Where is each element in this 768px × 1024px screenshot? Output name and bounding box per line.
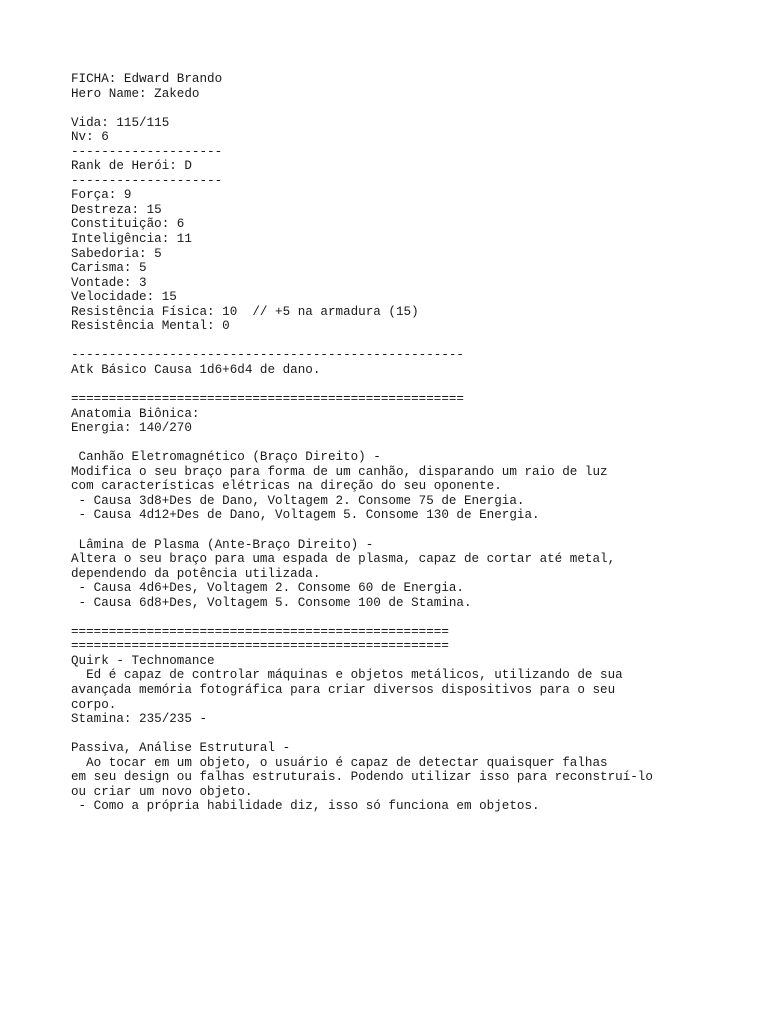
text-line: Stamina: 235/235 - [71,712,208,727]
text-line: FICHA: Edward Brando [71,72,223,86]
text-line: Destreza: 15 [71,202,162,217]
text-line: ================================================== [71,624,449,639]
text-line: Ao tocar em um objeto, o usuário é capaz de detectar quaisquer falhas [71,755,608,770]
text-line [71,523,761,538]
text-line: dependendo da potência utilizada. [71,566,321,581]
text-line: Força: 9 [71,188,132,203]
text-line: Sabedoria: 5 [71,246,162,261]
text-line: Velocidade: 15 [71,290,177,305]
text-line: -------------------- [71,144,223,159]
text-line: Ed é capaz de controlar máquinas e objetos metálicos, utilizando de sua [71,668,623,683]
text-line [71,610,761,625]
text-line: Carisma: 5 [71,261,147,276]
text-line: Modifica o seu braço para forma de um canhão, disparando um raio de luz [71,464,608,479]
text-line: Altera o seu braço para uma espada de plasma, capaz de cortar até metal, [71,552,616,567]
text-line: com características elétricas na direção do seu oponente. [71,479,502,494]
text-line: ou criar um novo objeto. [71,784,253,799]
text-line: - Causa 4d12+Des de Dano, Voltagem 5. Consome 130 de Energia. [71,508,540,523]
text-line: em seu design ou falhas estruturais. Podendo utilizar isso para reconstruí-lo [71,770,653,785]
text-line [71,101,761,116]
text-line: Nv: 6 [71,130,109,145]
text-line: - Como a própria habilidade diz, isso só funciona em objetos. [71,799,540,814]
text-line: ================================================== [71,639,449,654]
character-sheet-text [71,72,761,814]
text-line: Resistência Mental: 0 [71,319,230,334]
text-line: Anatomia Biônica: [71,406,200,421]
text-line: corpo. [71,697,117,712]
text-line: Passiva, Análise Estrutural - [71,741,291,756]
text-line: Atk Básico Causa 1d6+6d4 de dano. [71,362,321,377]
text-line: Inteligência: 11 [71,232,192,247]
text-line: Constituição: 6 [71,217,185,232]
text-line: - Causa 4d6+Des, Voltagem 2. Consome 60 de Energia. [71,581,464,596]
text-line [71,334,761,349]
text-line: Hero Name: Zakedo [71,86,200,101]
text-line: Canhão Eletromagnético (Braço Direito) - [71,450,381,465]
text-line: - Causa 6d8+Des, Voltagem 5. Consome 100 de Stamina. [71,595,472,610]
text-line [71,377,761,392]
text-line: Vontade: 3 [71,275,147,290]
text-line: Energia: 140/270 [71,421,192,436]
text-line: Quirk - Technomance [71,653,215,668]
text-line: avançada memória fotográfica para criar diversos dispositivos para o seu [71,682,616,697]
text-line: ==================================================== [71,392,464,407]
text-line: -------------------- [71,173,223,188]
text-line: Rank de Herói: D [71,159,192,174]
text-line: Vida: 115/115 [71,115,170,130]
text-line: Lâmina de Plasma (Ante-Braço Direito) - [71,537,374,552]
text-line: - Causa 3d8+Des de Dano, Voltagem 2. Consome 75 de Energia. [71,493,525,508]
text-line [71,727,761,742]
text-line: ---------------------------------------------------- [71,348,464,363]
text-line [71,436,761,451]
text-line: Resistência Física: 10 // +5 na armadura (15) [71,304,419,319]
